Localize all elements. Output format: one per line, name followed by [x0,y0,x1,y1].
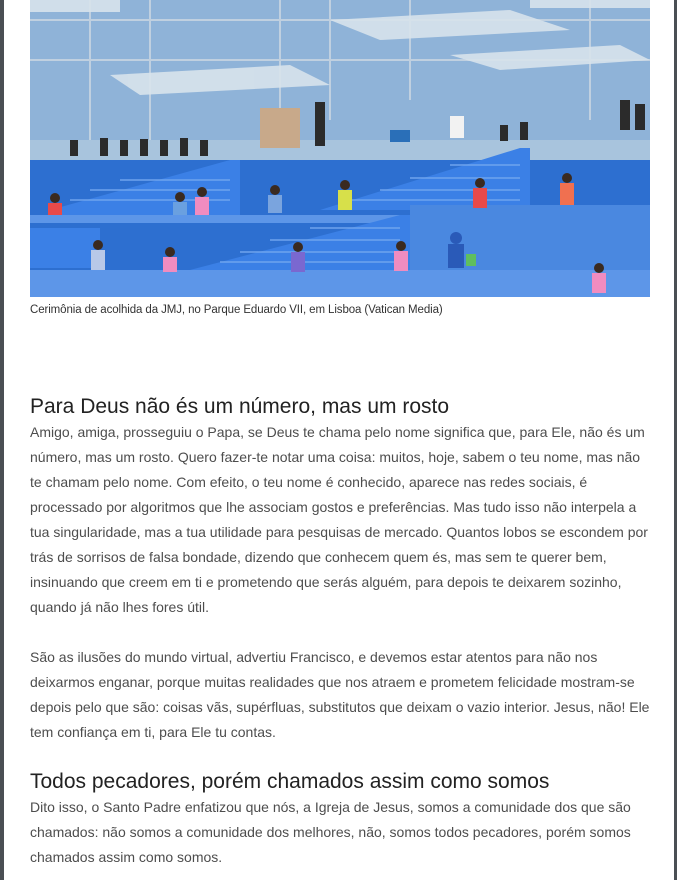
photo-caption: Cerimônia de acolhida da JMJ, no Parque Eduardo VII, em Lisboa (Vatican Media) [30,304,443,316]
paragraph: Dito isso, o Santo Padre enfatizou que nós, a Igreja de Jesus, somos a comunidade dos que são chamados: não somos a comunidade dos melhores, não, somos todos pecadores, porém somos chamados assim como somos. [30,799,631,865]
paragraph: Amigo, amiga, prosseguiu o Papa, se Deus te chama pelo nome significa que, para Ele, não és um número, mas um rosto. Quero fazer-te notar uma coisa: muitos, hoje, sabem o teu nome, mas não te chamam pelo nome. Com efeito, o teu nome é conhecido, aparece nas redes sociais, é processado por algoritmos que lhe associam gostos e preferências. Mas tudo isso não interpela a tua singularidade, mas a tua utilidade para pesquisas de mercado. Quantos lobos se escondem por trás de sorrisos de falsa bondade, dizendo que conhecem quem és, mas sem te querer bem, insinuando que creem em ti e prometendo que serás alguém, para depois te deixarem sozinho, quando já não lhes fores útil. [30,424,648,615]
stage-photo-illustration [30,0,650,297]
section-heading: Todos pecadores, porém chamados assim como somos [30,770,550,793]
article-photo [30,0,650,297]
article-body [30,0,650,870]
left-border [0,0,4,880]
section-heading: Para Deus não és um número, mas um rosto [30,395,450,418]
paragraph: São as ilusões do mundo virtual, advertiu Francisco, e devemos estar atentos para não nos deixarmos enganar, porque muitas realidades que nos atraem e prometem felicidade mostram-se depois pelo que são: coisas vãs, supérfluas, substitutos que deixam o vazio interior. Jesus, não! Ele tem confiança em ti, para Ele tu contas. [30,649,650,740]
